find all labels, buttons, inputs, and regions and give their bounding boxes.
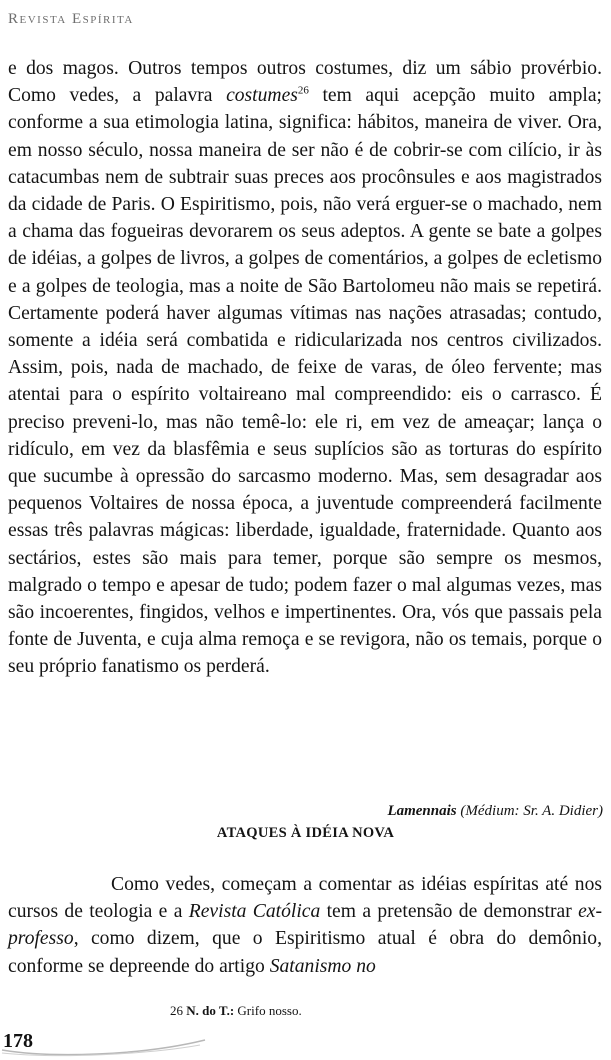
emphasized-title: Revista Católica [188,901,321,923]
footnote-number: 26 [170,1003,183,1018]
signature-author: Lamennais [387,803,457,819]
emphasized-phrase: ex-professo [8,901,602,950]
footnote [170,1003,302,1019]
paragraph-text: , como dizem, que o Espiritismo atual é obra do demônio, conforme se depreende do artigo [8,928,602,977]
footnote-text: Grifo nosso. [234,1003,302,1018]
article-signature [387,803,603,820]
footnote-reference[interactable]: 26 [297,84,309,97]
section-paragraph [8,871,602,980]
section-title: ATAQUES À IDÉIA NOVA [216,825,395,841]
paragraph-text: tem a pretensão de demonstrar [320,901,579,923]
running-header: Revista Espírita [8,11,134,27]
signature-medium: (Médium: Sr. A. Didier) [456,803,603,819]
emphasized-title: Satanismo no [269,955,376,977]
paragraph-text: e dos magos. Outros tempos outros costumes, diz um sábio provérbio. Como vedes, a palavra [8,58,602,107]
page-number: 178 [3,1030,33,1052]
paragraph-text: tem aqui acepção muito ampla; conforme a sua etimologia latina, significa: hábitos, maneira de viver. Ora, em nosso século, nossa maneira de ser não é de cobrir-se com cilício, ir às catacumbas nem de subtrair suas preces aos procônsules e aos magistrados da cidade de Paris. O Espiritismo, pois, não verá erguer-se o machado, nem a chama das fogueiras devorarem os seus adeptos. A gente se bate a golpes de idéias, a golpes de livros, a golpes de comentários, a golpes de ecletismo e a golpes de teologia, mas a noite de São Bartolomeu não mais se repetirá. Certamente poderá haver algumas vítimas nas nações atrasadas; contudo, somente a idéia será combatida e ridicularizada nos centros civilizados. Assim, pois, nada de machado, de feixe de varas, de óleo fervente; mas atentai para o espírito voltaireano mal compreendido: eis o carrasco. É preciso preveni-lo, mas não temê-lo: ele ri, em vez de ameaçar; lança o ridículo, em vez da blasfêmia e seus suplícios são as torturas do espírito que sucumbe à opressão do sarcasmo moderno. Mas, sem desagradar aos pequenos Voltaires de nossa época, a juventude compreenderá facilmente essas três palavras mágicas: liberdade, igualdade, fraternidade. Quanto aos sectários, estes são mais para temer, porque são sempre os mesmos, malgrado o tempo e apesar de tudo; podem fazer o mal algumas vezes, mas são incoerentes, fingidos, velhos e impertinentes. Ora, vós que passais pela fonte de Juventa, e cuja alma remoça e se revigora, não os temais, porque o seu próprio fanatismo os perderá. [8,85,602,678]
footnote-label: N. do T.: [186,1003,235,1018]
paragraph-text: Como vedes, começam a comentar as idéias espíritas até nos cursos de teologia e a [8,874,602,923]
emphasized-word: costumes [226,85,298,107]
article-paragraph [8,55,602,681]
